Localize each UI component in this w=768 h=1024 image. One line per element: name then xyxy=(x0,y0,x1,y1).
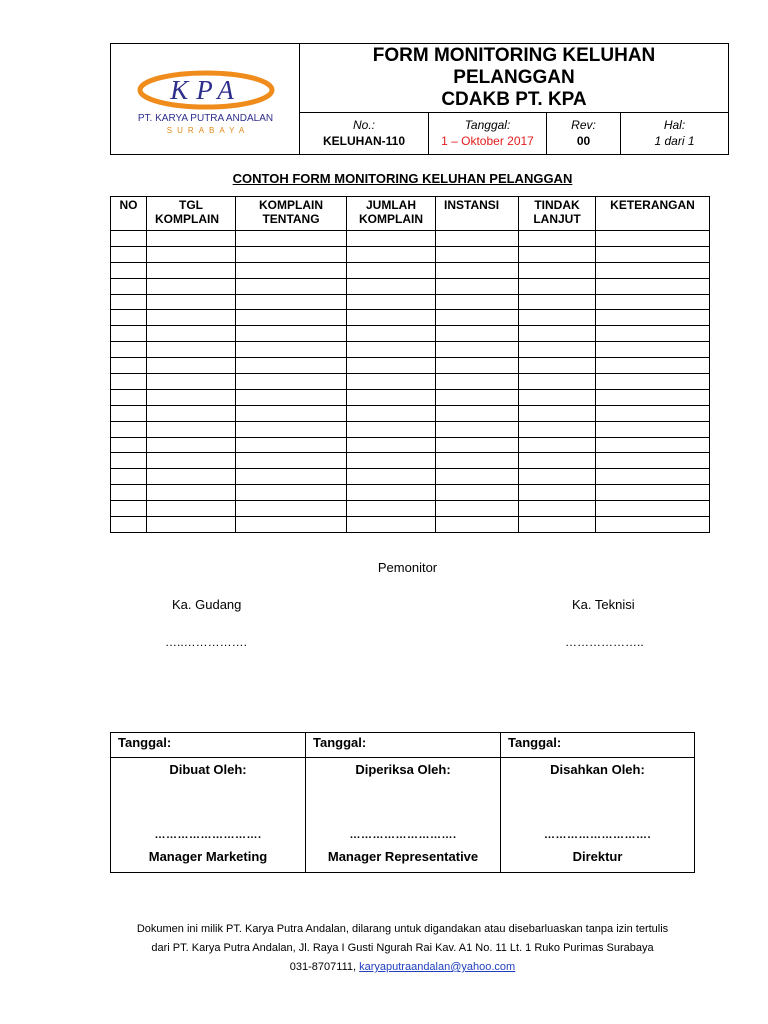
form-subtitle: CONTOH FORM MONITORING KELUHAN PELANGGAN xyxy=(232,171,573,186)
approval-table xyxy=(110,732,695,873)
approval-date-label: Tanggal: xyxy=(501,733,694,758)
table-cell xyxy=(111,421,147,437)
pemonitor-label: Pemonitor xyxy=(377,560,438,575)
table-cell xyxy=(436,278,519,294)
table-cell xyxy=(347,469,436,485)
table-cell xyxy=(596,246,710,262)
table-cell xyxy=(236,262,347,278)
approval-signature-line: ………………………. xyxy=(349,829,457,841)
table-cell xyxy=(236,469,347,485)
col-header-instansi: INSTANSI xyxy=(436,197,519,231)
table-cell xyxy=(519,342,596,358)
table-cell xyxy=(519,421,596,437)
table-cell xyxy=(436,469,519,485)
meta-row xyxy=(300,113,728,154)
table-cell xyxy=(147,342,236,358)
table-cell xyxy=(236,389,347,405)
table-cell xyxy=(596,517,710,533)
table-header-row xyxy=(111,197,710,231)
table-row xyxy=(111,437,710,453)
table-cell xyxy=(111,469,147,485)
table-cell xyxy=(347,405,436,421)
table-cell xyxy=(347,326,436,342)
title-line-2: PELANGGAN xyxy=(453,67,575,88)
table-row xyxy=(111,342,710,358)
table-cell xyxy=(147,374,236,390)
table-cell xyxy=(596,437,710,453)
approval-col-disahkan xyxy=(501,733,694,872)
table-cell xyxy=(347,262,436,278)
approval-date-label: Tanggal: xyxy=(111,733,305,758)
table-cell xyxy=(347,294,436,310)
table-cell xyxy=(436,310,519,326)
table-cell xyxy=(147,501,236,517)
table-cell xyxy=(236,517,347,533)
table-cell xyxy=(147,231,236,247)
col-header-jumlah-komplain: JUMLAH KOMPLAIN xyxy=(347,197,436,231)
meta-no-label: No.: xyxy=(352,118,375,132)
table-cell xyxy=(347,421,436,437)
approval-role: Diperiksa Oleh: xyxy=(355,762,451,777)
col-header-tindak-lanjut: TINDAK LANJUT xyxy=(519,197,596,231)
table-cell xyxy=(596,374,710,390)
table-cell xyxy=(519,405,596,421)
table-cell xyxy=(111,231,147,247)
table-cell xyxy=(147,517,236,533)
table-cell xyxy=(147,262,236,278)
table-cell xyxy=(519,262,596,278)
table-cell xyxy=(111,501,147,517)
table-cell xyxy=(111,517,147,533)
table-cell xyxy=(596,389,710,405)
table-cell xyxy=(236,453,347,469)
approval-name: Manager Marketing xyxy=(148,849,268,864)
table-cell xyxy=(436,389,519,405)
table-cell xyxy=(596,469,710,485)
document-header xyxy=(110,43,729,155)
company-name: PT. KARYA PUTRA ANDALAN xyxy=(137,113,274,124)
table-cell xyxy=(519,310,596,326)
approval-col-dibuat xyxy=(111,733,306,872)
table-cell xyxy=(519,358,596,374)
table-cell xyxy=(436,358,519,374)
document-footer xyxy=(0,920,768,977)
table-cell xyxy=(436,326,519,342)
table-cell xyxy=(347,231,436,247)
table-cell xyxy=(519,246,596,262)
meta-hal-value: 1 dari 1 xyxy=(654,134,695,148)
table-cell xyxy=(519,453,596,469)
table-cell xyxy=(147,246,236,262)
table-cell xyxy=(111,262,147,278)
table-cell xyxy=(436,501,519,517)
table-cell xyxy=(111,342,147,358)
table-cell xyxy=(111,453,147,469)
table-cell xyxy=(111,437,147,453)
meta-hal-label: Hal: xyxy=(663,118,686,132)
table-row xyxy=(111,421,710,437)
table-row xyxy=(111,453,710,469)
table-cell xyxy=(347,485,436,501)
table-cell xyxy=(111,246,147,262)
meta-tanggal xyxy=(429,113,547,154)
table-cell xyxy=(519,231,596,247)
table-cell xyxy=(236,278,347,294)
table-cell xyxy=(111,278,147,294)
table-cell xyxy=(436,485,519,501)
table-cell xyxy=(147,421,236,437)
table-cell xyxy=(236,358,347,374)
table-cell xyxy=(236,310,347,326)
table-cell xyxy=(596,358,710,374)
complaint-table xyxy=(110,196,710,533)
table-row xyxy=(111,389,710,405)
table-row xyxy=(111,358,710,374)
table-cell xyxy=(236,231,347,247)
table-cell xyxy=(519,469,596,485)
table-cell xyxy=(111,326,147,342)
table-row xyxy=(111,374,710,390)
footer-phone: 031-8707111, xyxy=(289,961,357,973)
table-cell xyxy=(111,389,147,405)
table-cell xyxy=(436,437,519,453)
table-cell xyxy=(596,485,710,501)
table-cell xyxy=(147,485,236,501)
table-cell xyxy=(347,278,436,294)
table-cell xyxy=(519,437,596,453)
table-cell xyxy=(111,310,147,326)
table-row xyxy=(111,294,710,310)
table-cell xyxy=(519,374,596,390)
table-cell xyxy=(111,374,147,390)
table-row xyxy=(111,501,710,517)
meta-tanggal-value: 1 – Oktober 2017 xyxy=(441,134,534,148)
table-row xyxy=(111,326,710,342)
table-row xyxy=(111,310,710,326)
approval-name: Direktur xyxy=(572,849,623,864)
table-cell xyxy=(519,517,596,533)
table-cell xyxy=(436,517,519,533)
table-cell xyxy=(236,374,347,390)
table-cell xyxy=(436,246,519,262)
table-cell xyxy=(236,485,347,501)
table-cell xyxy=(519,485,596,501)
ka-gudang-signature-line: …..……………. xyxy=(165,635,248,649)
approval-signature-line: ………………………. xyxy=(543,829,652,841)
table-cell xyxy=(347,358,436,374)
footer-email-link[interactable]: karyaputraandalan@yahoo.com xyxy=(359,961,516,973)
footer-line-2: dari PT. Karya Putra Andalan, Jl. Raya I Gusti Ngurah Rai Kav. A1 No. 11 Lt. 1 Ruko Purimas Surabaya xyxy=(151,942,654,954)
table-cell xyxy=(236,342,347,358)
table-cell xyxy=(347,310,436,326)
table-cell xyxy=(347,501,436,517)
table-row xyxy=(111,246,710,262)
table-cell xyxy=(111,485,147,501)
table-row xyxy=(111,405,710,421)
table-cell xyxy=(347,342,436,358)
table-cell xyxy=(436,231,519,247)
logo-cell xyxy=(111,44,300,154)
ka-teknisi-label: Ka. Teknisi xyxy=(572,597,635,612)
meta-no-value: KELUHAN-110 xyxy=(322,134,406,148)
table-cell xyxy=(436,405,519,421)
table-cell xyxy=(111,294,147,310)
col-header-komplain-tentang: KOMPLAIN TENTANG xyxy=(236,197,347,231)
meta-no xyxy=(300,113,429,154)
table-cell xyxy=(519,389,596,405)
table-cell xyxy=(147,358,236,374)
logo-text: KPA xyxy=(170,75,242,105)
approval-date-label: Tanggal: xyxy=(306,733,500,758)
table-cell xyxy=(236,246,347,262)
table-cell xyxy=(596,310,710,326)
table-cell xyxy=(347,517,436,533)
table-row xyxy=(111,469,710,485)
table-cell xyxy=(436,294,519,310)
table-cell xyxy=(596,405,710,421)
footer-line-1: Dokumen ini milik PT. Karya Putra Andalan, dilarang untuk digandakan atau disebarluaskan tanpa izin tertulis xyxy=(136,923,669,935)
ka-teknisi-signature-line: ……………….. xyxy=(565,635,644,649)
table-cell xyxy=(519,294,596,310)
meta-tanggal-label: Tanggal: xyxy=(464,118,511,132)
table-cell xyxy=(147,469,236,485)
approval-col-diperiksa xyxy=(306,733,501,872)
table-cell xyxy=(236,437,347,453)
table-cell xyxy=(147,389,236,405)
table-cell xyxy=(236,501,347,517)
company-logo xyxy=(136,68,276,112)
meta-rev xyxy=(547,113,621,154)
table-cell xyxy=(111,358,147,374)
footer-line-3 xyxy=(0,958,768,977)
table-cell xyxy=(147,453,236,469)
title-line-1: FORM MONITORING KELUHAN xyxy=(372,45,656,66)
table-row xyxy=(111,278,710,294)
table-cell xyxy=(519,501,596,517)
table-cell xyxy=(111,405,147,421)
table-cell xyxy=(596,453,710,469)
form-title-cell xyxy=(300,44,728,113)
table-row xyxy=(111,485,710,501)
table-cell xyxy=(596,262,710,278)
table-cell xyxy=(347,453,436,469)
table-cell xyxy=(236,326,347,342)
table-cell xyxy=(436,374,519,390)
table-row xyxy=(111,517,710,533)
table-cell xyxy=(436,262,519,278)
table-cell xyxy=(236,405,347,421)
table-cell xyxy=(347,389,436,405)
table-cell xyxy=(347,437,436,453)
table-cell xyxy=(147,326,236,342)
table-cell xyxy=(596,342,710,358)
approval-role: Disahkan Oleh: xyxy=(550,762,645,777)
meta-rev-value: 00 xyxy=(576,134,591,148)
ka-gudang-label: Ka. Gudang xyxy=(172,597,242,612)
col-header-no: NO xyxy=(111,197,147,231)
table-cell xyxy=(347,374,436,390)
table-body xyxy=(111,231,710,533)
meta-rev-label: Rev: xyxy=(571,118,596,132)
table-row xyxy=(111,262,710,278)
table-cell xyxy=(236,294,347,310)
approval-role: Dibuat Oleh: xyxy=(169,762,247,777)
approval-name: Manager Representative xyxy=(327,849,479,864)
table-cell xyxy=(147,437,236,453)
table-cell xyxy=(147,278,236,294)
table-cell xyxy=(347,246,436,262)
table-cell xyxy=(236,421,347,437)
table-cell xyxy=(147,310,236,326)
table-cell xyxy=(436,342,519,358)
table-cell xyxy=(519,278,596,294)
meta-hal xyxy=(621,113,728,154)
table-cell xyxy=(596,294,710,310)
table-cell xyxy=(596,278,710,294)
company-city: SURABAYA xyxy=(166,126,250,135)
table-cell xyxy=(519,326,596,342)
table-cell xyxy=(596,231,710,247)
title-line-3: CDAKB PT. KPA xyxy=(441,89,587,110)
table-cell xyxy=(596,501,710,517)
table-cell xyxy=(147,294,236,310)
table-cell xyxy=(436,453,519,469)
approval-signature-line: ………………………. xyxy=(154,829,262,841)
table-cell xyxy=(436,421,519,437)
table-cell xyxy=(147,405,236,421)
table-cell xyxy=(596,421,710,437)
col-header-tgl-komplain: TGL KOMPLAIN xyxy=(147,197,236,231)
table-cell xyxy=(596,326,710,342)
table-row xyxy=(111,231,710,247)
col-header-keterangan: KETERANGAN xyxy=(596,197,710,231)
